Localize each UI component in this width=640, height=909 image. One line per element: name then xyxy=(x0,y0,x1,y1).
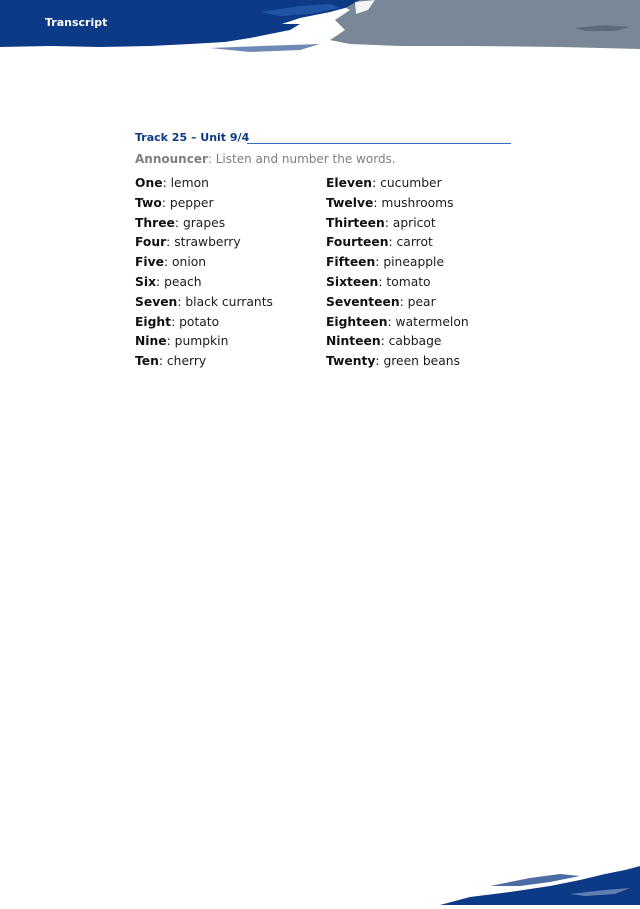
list-item xyxy=(135,214,273,234)
list-item xyxy=(326,313,469,333)
item-word: : potato xyxy=(171,314,220,329)
list-item xyxy=(326,293,469,313)
item-number: Eleven xyxy=(326,176,373,190)
item-word: : black currants xyxy=(177,294,273,309)
item-number: Seven xyxy=(135,294,178,309)
item-number: Twelve xyxy=(326,195,374,210)
item-word: : tomato xyxy=(378,274,431,289)
item-number: One xyxy=(135,176,163,190)
list-item xyxy=(135,253,273,273)
list-item xyxy=(326,233,469,253)
item-number: Seventeen xyxy=(326,294,400,309)
header-banner xyxy=(0,0,640,60)
item-number: Three xyxy=(135,215,175,230)
header-title: Transcript xyxy=(45,16,108,29)
item-number: Ninteen xyxy=(326,334,381,349)
item-word: : watermelon xyxy=(387,314,469,329)
item-word: : grapes xyxy=(174,215,226,230)
item-word: : cherry xyxy=(158,354,207,369)
item-number: Two xyxy=(135,195,162,210)
list-item xyxy=(135,332,273,352)
item-number: Fifteen xyxy=(326,255,376,270)
item-number: Six xyxy=(135,274,157,289)
item-word: : lemon xyxy=(162,176,209,190)
announcer-text: : Listen and number the words. xyxy=(207,152,396,166)
item-number: Nine xyxy=(135,334,167,349)
item-number: Eighteen xyxy=(326,314,388,329)
brush-stroke-footer xyxy=(430,864,640,905)
announcer-line xyxy=(135,152,396,166)
item-word: : mushrooms xyxy=(373,195,454,210)
track-heading xyxy=(135,131,511,147)
item-word: : pear xyxy=(399,294,436,309)
announcer-label: Announcer xyxy=(135,152,208,166)
item-word: : carrot xyxy=(388,235,433,250)
item-word: : apricot xyxy=(384,215,436,230)
item-number: Five xyxy=(135,255,164,270)
list-item xyxy=(135,273,273,293)
item-number: Sixteen xyxy=(326,274,379,289)
item-word: : pumpkin xyxy=(166,334,229,349)
list-item xyxy=(326,253,469,273)
item-word: : pepper xyxy=(161,195,214,210)
item-word: : cabbage xyxy=(380,334,442,349)
word-list-left xyxy=(135,174,273,372)
item-number: Four xyxy=(135,235,167,250)
list-item xyxy=(326,273,469,293)
item-word: : cucumber xyxy=(372,176,442,190)
list-item xyxy=(135,233,273,253)
list-item xyxy=(135,194,273,214)
item-word: : peach xyxy=(156,274,202,289)
list-item xyxy=(135,313,273,333)
list-item xyxy=(135,352,273,372)
item-word: : strawberry xyxy=(166,235,241,250)
list-item xyxy=(326,352,469,372)
list-item xyxy=(326,332,469,352)
item-word: : pineapple xyxy=(375,255,445,270)
item-word: : green beans xyxy=(375,354,460,369)
item-number: Thirteen xyxy=(326,215,385,230)
list-item xyxy=(135,293,273,313)
item-number: Fourteen xyxy=(326,235,389,250)
list-item xyxy=(326,214,469,234)
list-item xyxy=(326,174,469,194)
item-number: Twenty xyxy=(326,354,376,369)
list-item xyxy=(326,194,469,214)
word-list-right xyxy=(326,174,469,372)
item-number: Eight xyxy=(135,314,172,329)
brush-stroke-banner xyxy=(0,0,640,60)
item-word: : onion xyxy=(163,255,207,270)
item-number: Ten xyxy=(135,354,159,369)
list-item xyxy=(135,174,273,194)
track-title: Track 25 – Unit 9/4 xyxy=(135,131,250,144)
heading-rule xyxy=(247,143,511,144)
footer-brush-stroke xyxy=(430,864,640,905)
